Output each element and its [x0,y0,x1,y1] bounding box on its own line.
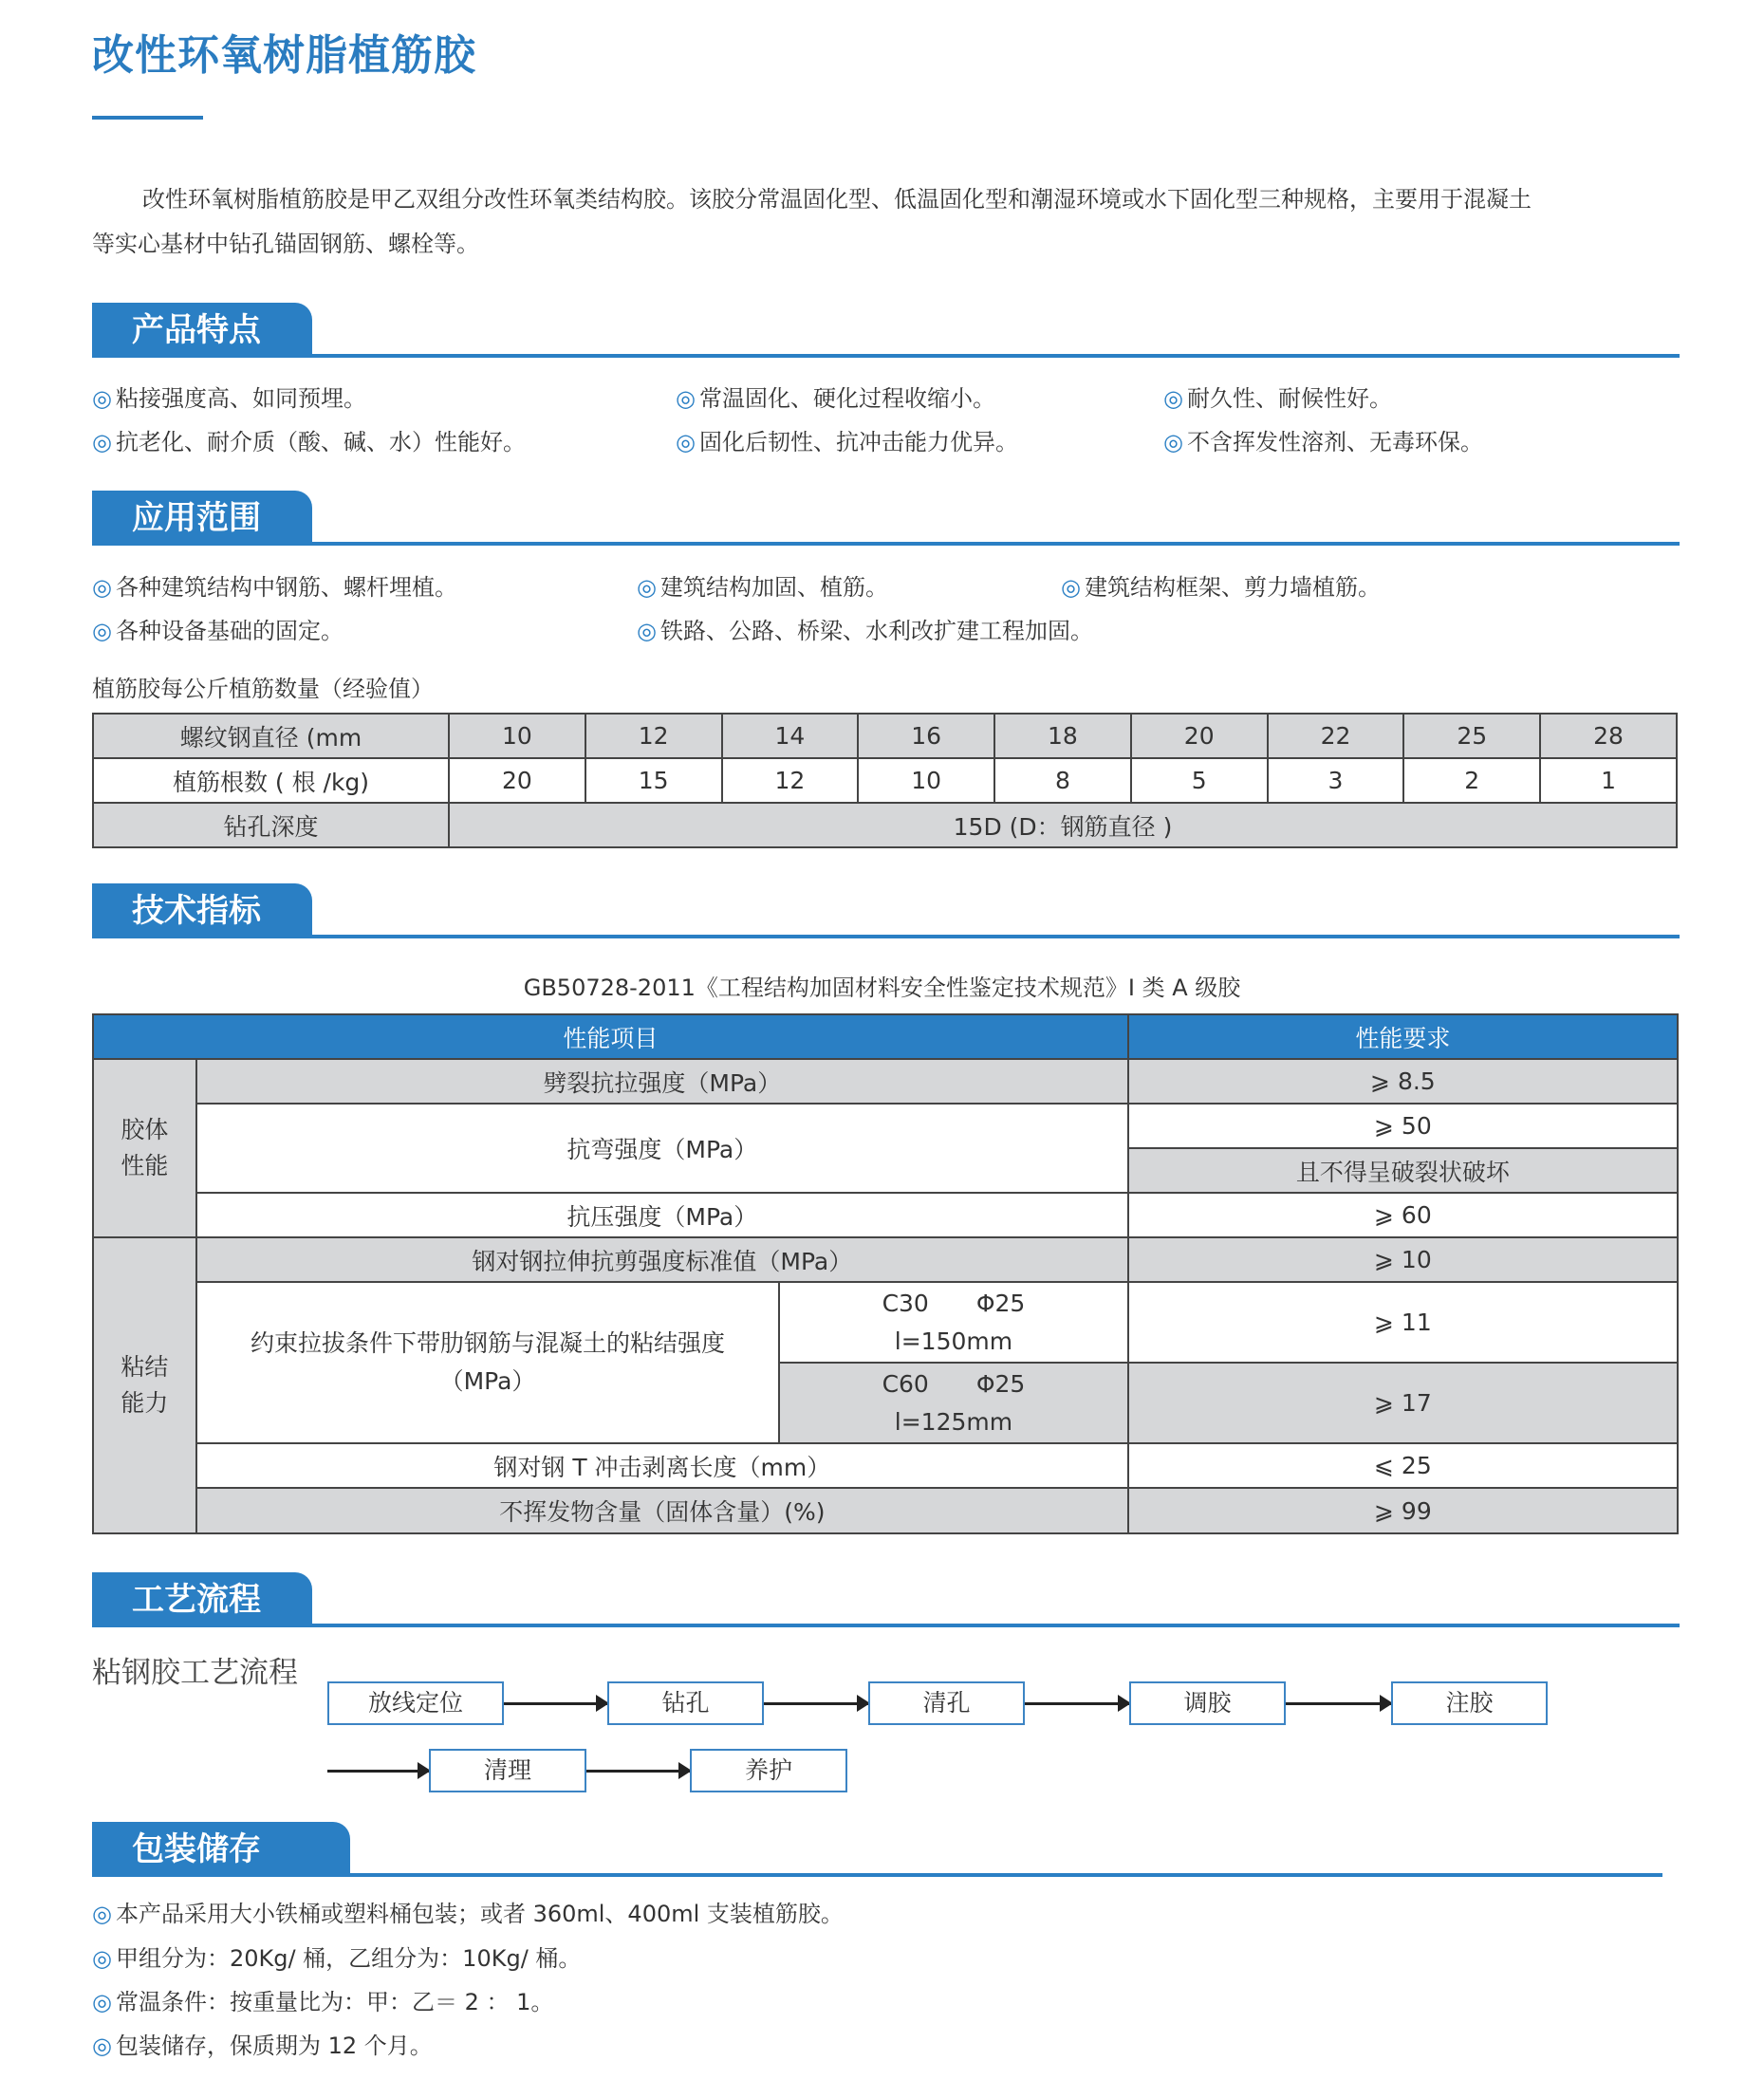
diameter-cell: 14 [722,714,859,758]
req-cell: ⩾ 50 [1128,1104,1678,1148]
diameter-cell: 16 [858,714,994,758]
diameter-cell: 28 [1540,714,1677,758]
condition-cell: C60 Φ25 l=125mm [779,1363,1128,1443]
application-item: ◎ 各种建筑结构中钢筋、螺杆埋植。 [92,574,457,601]
col-item-header: 性能项目 [93,1014,1128,1059]
diameter-cell: 18 [994,714,1131,758]
bullet-circle-icon: ◎ [637,574,657,601]
process-step: 钻孔 [607,1681,764,1725]
diameter-cell: 22 [1268,714,1404,758]
feature-item: ◎ 粘接强度高、如同预埋。 [92,385,366,412]
arrow-right-icon [504,1702,607,1705]
process-step: 注胶 [1391,1681,1548,1725]
count-cell: 20 [449,758,585,803]
process-step: 放线定位 [327,1681,504,1725]
process-step: 调胶 [1129,1681,1286,1725]
section-title: 工艺流程 [92,1572,312,1627]
section-title: 技术指标 [92,883,312,938]
item-cell: 抗压强度（MPa） [196,1193,1128,1237]
item-cell: 抗弯强度（MPa） [196,1104,1128,1193]
count-cell: 10 [858,758,994,803]
count-cell: 12 [722,758,859,803]
bullet-circle-icon: ◎ [92,429,112,455]
section-title: 应用范围 [92,491,312,546]
bullet-circle-icon: ◎ [1163,429,1183,455]
diameter-cell: 25 [1403,714,1540,758]
count-cell: 2 [1403,758,1540,803]
table-row [93,1443,1678,1488]
bullet-circle-icon: ◎ [92,385,112,412]
bullet-circle-icon: ◎ [92,1901,112,1927]
feature-item: ◎ 不含挥发性溶剂、无毒环保。 [1163,429,1483,455]
packaging-item: ◎ 包装储存，保质期为 12 个月。 [92,2033,433,2059]
bullet-circle-icon: ◎ [92,1989,112,2015]
item-cell: 钢对钢拉伸抗剪强度标准值（MPa） [196,1237,1128,1282]
feature-item: ◎ 常温固化、硬化过程收缩小。 [676,385,995,412]
title-underline [92,116,203,120]
req-cell: ⩾ 17 [1128,1363,1678,1443]
arrow-right-icon [1025,1702,1129,1705]
arrow-right-icon [586,1770,690,1773]
req-cell: ⩾ 60 [1128,1193,1678,1237]
req-cell: 且不得呈破裂状破坏 [1128,1148,1678,1193]
diameter-cell: 10 [449,714,585,758]
intro-line-2: 等实心基材中钻孔锚固钢筋、螺栓等。 [92,231,479,257]
section-header-features [92,303,1680,358]
packaging-item: ◎ 常温条件：按重量比为：甲：乙＝ 2 ： 1。 [92,1989,554,2015]
section-header-applications [92,491,1680,546]
application-item: ◎ 建筑结构加固、植筋。 [637,574,888,601]
count-cell: 1 [1540,758,1677,803]
bullet-circle-icon: ◎ [1163,385,1183,412]
packaging-item: ◎ 甲组分为：20Kg/ 桶，乙组分为：10Kg/ 桶。 [92,1945,582,1972]
item-cell: 钢对钢 T 冲击剥离长度（mm） [196,1443,1128,1488]
item-cell: 约束拉拔条件下带肋钢筋与混凝土的粘结强度 （MPa） [196,1282,779,1443]
item-cell: 不挥发物含量（固体含量）(%) [196,1488,1128,1533]
bullet-circle-icon: ◎ [676,385,696,412]
page-title: 改性环氧树脂植筋胶 [92,31,476,80]
row-label: 植筋根数 ( 根 /kg) [93,758,449,803]
table-header-row [93,1014,1678,1059]
condition-cell: C30 Φ25 l=150mm [779,1282,1128,1363]
req-cell: ⩾ 11 [1128,1282,1678,1363]
count-cell: 15 [585,758,722,803]
table-row [93,758,1677,803]
diameter-cell: 20 [1131,714,1268,758]
table-row [93,1193,1678,1237]
count-cell: 3 [1268,758,1404,803]
bullet-circle-icon: ◎ [637,618,657,644]
req-cell: ⩽ 25 [1128,1443,1678,1488]
req-cell: ⩾ 99 [1128,1488,1678,1533]
group-label: 胶体 性能 [93,1059,196,1237]
intro-line-1: 改性环氧树脂植筋胶是甲乙双组分改性环氧类结构胶。该胶分常温固化型、低温固化型和潮湿环境或水下固化型三种规格，主要用于混凝土 [142,186,1532,213]
bullet-circle-icon: ◎ [92,574,112,601]
process-step: 养护 [690,1749,847,1792]
section-header-process [92,1572,1680,1627]
table-row [93,803,1677,847]
table-row [93,1237,1678,1282]
bullet-circle-icon: ◎ [1061,574,1081,601]
process-subtitle: 粘钢胶工艺流程 [92,1656,298,1690]
process-step: 清理 [429,1749,586,1792]
section-title: 产品特点 [92,303,312,358]
table-row [93,1282,1678,1363]
bullet-circle-icon: ◎ [92,618,112,644]
rebar-table-caption: 植筋胶每公斤植筋数量（经验值） [92,676,434,702]
item-cell: 劈裂抗拉强度（MPa） [196,1059,1128,1104]
process-step: 清孔 [868,1681,1025,1725]
application-item: ◎ 建筑结构框架、剪力墙植筋。 [1061,574,1381,601]
arrow-right-icon [327,1770,429,1773]
req-cell: ⩾ 10 [1128,1237,1678,1282]
arrow-right-icon [764,1702,868,1705]
row-label: 螺纹钢直径 (mm [93,714,449,758]
group-label: 粘结 能力 [93,1237,196,1533]
diameter-cell: 12 [585,714,722,758]
packaging-item: ◎ 本产品采用大小铁桶或塑料桶包装；或者 360ml、400ml 支装植筋胶。 [92,1901,844,1927]
col-req-header: 性能要求 [1128,1014,1678,1059]
req-cell: ⩾ 8.5 [1128,1059,1678,1104]
section-title: 包装储存 [92,1822,350,1877]
count-cell: 8 [994,758,1131,803]
bullet-circle-icon: ◎ [676,429,696,455]
table-row [93,714,1677,758]
application-item: ◎ 铁路、公路、桥梁、水利改扩建工程加固。 [637,618,1093,644]
table-row [93,1488,1678,1533]
feature-item: ◎ 抗老化、耐介质（酸、碱、水）性能好。 [92,429,526,455]
bullet-circle-icon: ◎ [92,1945,112,1972]
tech-table [92,1013,1679,1534]
feature-item: ◎ 固化后韧性、抗冲击能力优异。 [676,429,1018,455]
row-label: 钻孔深度 [93,803,449,847]
table-row [93,1104,1678,1148]
standard-text: GB50728-2011《工程结构加固材料安全性鉴定技术规范》I 类 A 级胶 [523,975,1241,1001]
section-header-tech [92,883,1680,938]
bullet-circle-icon: ◎ [92,2033,112,2059]
application-item: ◎ 各种设备基础的固定。 [92,618,344,644]
section-header-packaging [92,1822,1662,1877]
depth-cell: 15D (D：钢筋直径 ) [449,803,1677,847]
feature-item: ◎ 耐久性、耐候性好。 [1163,385,1392,412]
table-row [93,1059,1678,1104]
count-cell: 5 [1131,758,1268,803]
arrow-right-icon [1286,1702,1391,1705]
rebar-table [92,713,1678,848]
